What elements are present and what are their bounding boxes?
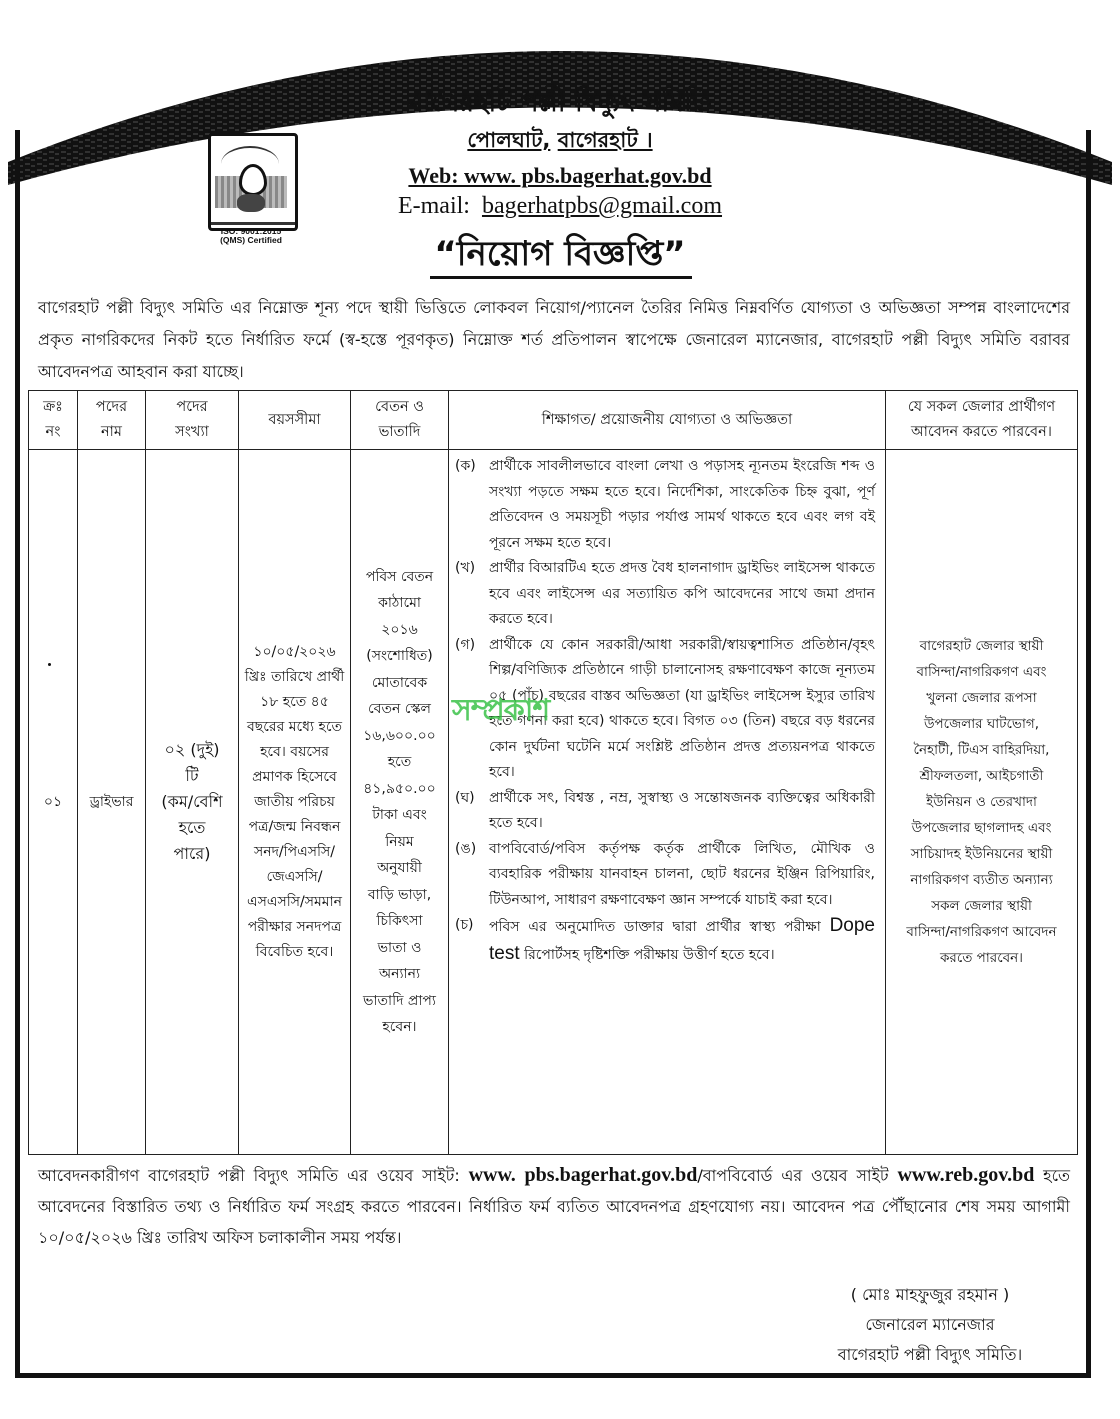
address-part2: বাগেরহাট । [557, 128, 653, 152]
footer-paragraph [38, 1160, 1070, 1253]
cell-count: ০২ (দুই) টি (কম/বেশি হতে পারে) [146, 450, 239, 1155]
signatory-org: বাগেরহাট পল্লী বিদ্যুৎ সমিতি। [837, 1345, 1023, 1364]
title-underline [430, 276, 692, 279]
iso-caption-line1: ISO: 9001:2015 [220, 226, 282, 236]
email-link[interactable]: bagerhatpbs@gmail.com [481, 193, 723, 219]
qualification-item: (গ) প্রার্থীকে যে কোন সরকারী/আধা সরকারী/স্বায়ত্বশাসিত প্রতিষ্ঠান/বৃহৎ শিল্প/বণিজ্যিক প্রতিষ্ঠানে গাড়ী চালানোসহ রক্ষণাবেক্ষণ কাজে নূন্যতম ০৫ (পাঁচ) বছরের বাস্তব অভিজ্ঞতা (যা ড্রাইভিং লাইসেন্স ইস্যুর তারিখ হতে গণনা করা হবে) থাকতে হবে। বিগত ০৩ (তিন) বছরে বড় ধরনের কোন দুর্ঘটনা ঘটেনি মর্মে সংশ্লিষ্ট প্রতিষ্ঠান প্রদত্ত প্রত্যয়নপত্র থাকতে হবে। [455, 636, 875, 780]
header-post-count: পদের সংখ্যা [146, 391, 239, 450]
signature-block [780, 1280, 1080, 1370]
signatory-name: ( মোঃ মাহফুজুর রহমান ) [850, 1285, 1010, 1304]
qualification-item: (ক) প্রার্থীকে সাবলীলভাবে বাংলা লেখা ও পড়াসহ ন্যূনতম ইংরেজি শব্দ ও সংখ্যা পড়তে সক্ষম হতে হবে। নির্দেশিকা, সাংকেতিক চিহ্ন বুঝা, পূর্ণ প্রতিবেদন ও সময়সূচী পড়ার পর্যাপ্ত সামর্থ থাকতে হবে এবং লগ বই পূরনে সক্ষম হতে হবে। [455, 458, 875, 551]
footer-pbs-url[interactable]: www. pbs.bagerhat.gov.bd [468, 1164, 698, 1186]
table-header-row [29, 391, 1078, 450]
header-salary: বেতন ও ভাতাদি [351, 391, 449, 450]
watermark: সম্প্রকাশ [452, 693, 550, 728]
table-row [29, 450, 1078, 1155]
org-name: বাগেরহাট পল্লী বিদ্যুৎ সমিতি [407, 87, 713, 118]
header-age-limit: বয়সসীমা [239, 391, 351, 450]
qualification-item: (ঘ) প্রার্থীকে সৎ, বিশ্বস্ত , নম্র, সুস্বাস্থ্য ও সন্তোষজনক ব্যক্তিত্বের অধিকারী হতে হবে। [455, 789, 875, 831]
cell-salary: পবিস বেতন কাঠামো ২০১৬ (সংশোধিত) মোতাবেক বেতন স্কেল ১৬,৬০০.০০ হতে ৪১,৯৫০.০০ টাকা এবং নিয়ম অনুযায়ী বাড়ি ভাড়া, চিকিৎসা ভাতা ও অন্যান্য ভাতাদি প্রাপ্য হবেন। [351, 450, 449, 1155]
cell-eligible-districts: বাগেরহাট জেলার স্থায়ী বাসিন্দা/নাগরিকগণ এবং খুলনা জেলার রূপসা উপজেলার ঘাটভোগ, নৈহাটী, টিএস বাহিরদিয়া, শ্রীফলতলা, আইচগাতী ইউনিয়ন ও তেরখাদা উপজেলার ছাগলাদহ এবং সাচিয়াদহ ইউনিয়নের স্থায়ী নাগরিকগণ ব্যতীত অন্যান্য সকল জেলার স্থায়ী বাসিন্দা/নাগরিকগণ আবেদন করতে পারবেন। [886, 450, 1078, 1155]
footer-text-3: হতে আবেদনের বিস্তারিত তথ্য ও নির্ধারিত ফর্ম সংগ্রহ করতে পারবেন। নির্ধারিত ফর্ম ব্যতিত আবেদনপত্র গ্রহণযোগ্য নয়। আবেদন পত্র পৌঁছানোর শেষ সময় আগামী ১০/০৫/২০২৬ খ্রিঃ তারিখ অফিস চলাকালীন সময় পর্যন্ত। [38, 1166, 1071, 1247]
signatory-designation: জেনারেল ম্যানেজার [865, 1315, 995, 1334]
header-post-name: পদের নাম [78, 391, 146, 450]
qualification-item: (খ) প্রার্থীর বিআরটিএ হতে প্রদত্ত বৈধ হালনাগাদ ড্রাইভিং লাইসেন্স থাকতে হবে এবং লাইসেন্স এর সত্যায়িত কপি আবেদনের সাথে জমা প্রদান করতে হবে। [455, 560, 875, 627]
dope-test-text: Dope test [489, 915, 875, 964]
email-line [0, 193, 1120, 220]
cell-post: ড্রাইভার [78, 450, 146, 1155]
header-qualifications: শিক্ষাগত/ প্রয়োজনীয় যোগ্যতা ও অভিজ্ঞতা [449, 391, 886, 450]
intro-paragraph: বাগেরহাট পল্লী বিদ্যুৎ সমিতি এর নিম্নোক্ত শূন্য পদে স্থায়ী ভিত্তিতে লোকবল নিয়োগ/প্যানেল তৈরির নিমিত্ত নিম্নবর্ণিত যোগ্যতা ও অভিজ্ঞতা সম্পন্ন বাংলাদেশের প্রকৃত নাগরিকদের নিকট হতে নির্ধারিত ফর্মে (স্ব-হস্তে পূরণকৃত) নিম্নোক্ত শর্ত প্রতিপালন স্বাপেক্ষে জেনারেল ম্যানেজার, বাগেরহাট পল্লী বিদ্যুৎ সমিতি বরাবর আবেদনপত্র আহবান করা যাচ্ছে। [38, 298, 1070, 381]
iso-caption-line2: (QMS) Certified [220, 235, 282, 245]
footer-text-2: /বাপবিবোর্ড এর ওয়েব সাইট [697, 1166, 889, 1185]
cell-age-limit: ১০/০৫/২০২৬ খ্রিঃ তারিখে প্রার্থী ১৮ হতে ৪৫ বছরের মধ্যে হতে হবে। বয়সের প্রমাণক হিসেবে জাতীয় পরিচয় পত্র/জন্ম নিবন্ধন সনদ/পিএসসি/ জেএসসি/ এসএসসি/সমমান পরীক্ষার সনদপত্র বিবেচিত হবে। [239, 450, 351, 1155]
org-address [0, 124, 1120, 159]
qualification-item: (ঙ) বাপবিবোর্ড/পবিস কর্তৃপক্ষ কর্তৃক প্রার্থীকে লিখিত, মৌখিক ও ব্যবহারিক পরীক্ষায় যানবাহন চালনা, ছোট ধরনের ইঞ্জিন রিপিয়ারিং, টিউনআপ, সাধারণ রক্ষণাবেক্ষণ জ্ঞান সম্পর্কে যাচাই করা হবে। [455, 840, 875, 908]
cell-qualifications [449, 450, 886, 1155]
email-label: E-mail: [397, 193, 470, 219]
address-part1: পোলঘাট, [467, 128, 551, 152]
cell-serial: ০১ [29, 450, 78, 1155]
footer-text-1: আবেদনকারীগণ বাগেরহাট পল্লী বিদ্যুৎ সমিতি এর ওয়েব সাইট: [38, 1166, 460, 1185]
header-eligible-districts: যে সকল জেলার প্রার্থীগণ আবেদন করতে পারবেন। [886, 391, 1078, 450]
footer-reb-url[interactable]: www.reb.gov.bd [897, 1164, 1035, 1186]
vacancy-table [28, 390, 1078, 1155]
notice-title: “নিয়োগ বিজ্ঞপ্তি” [434, 234, 686, 274]
website-link[interactable]: Web: www. pbs.bagerhat.gov.bd [408, 163, 712, 188]
qualification-item: (চ) পবিস এর অনুমোদিত ডাক্তার দ্বারা প্রার্থীর স্বাস্থ্য পরীক্ষা Dope test রিপোর্টসহ দৃষ্টিশক্তি পরীক্ষায় উত্তীর্ণ হতে হবে। [455, 915, 875, 964]
stray-dot [48, 663, 51, 666]
header-serial: ক্রঃ নং [29, 391, 78, 450]
